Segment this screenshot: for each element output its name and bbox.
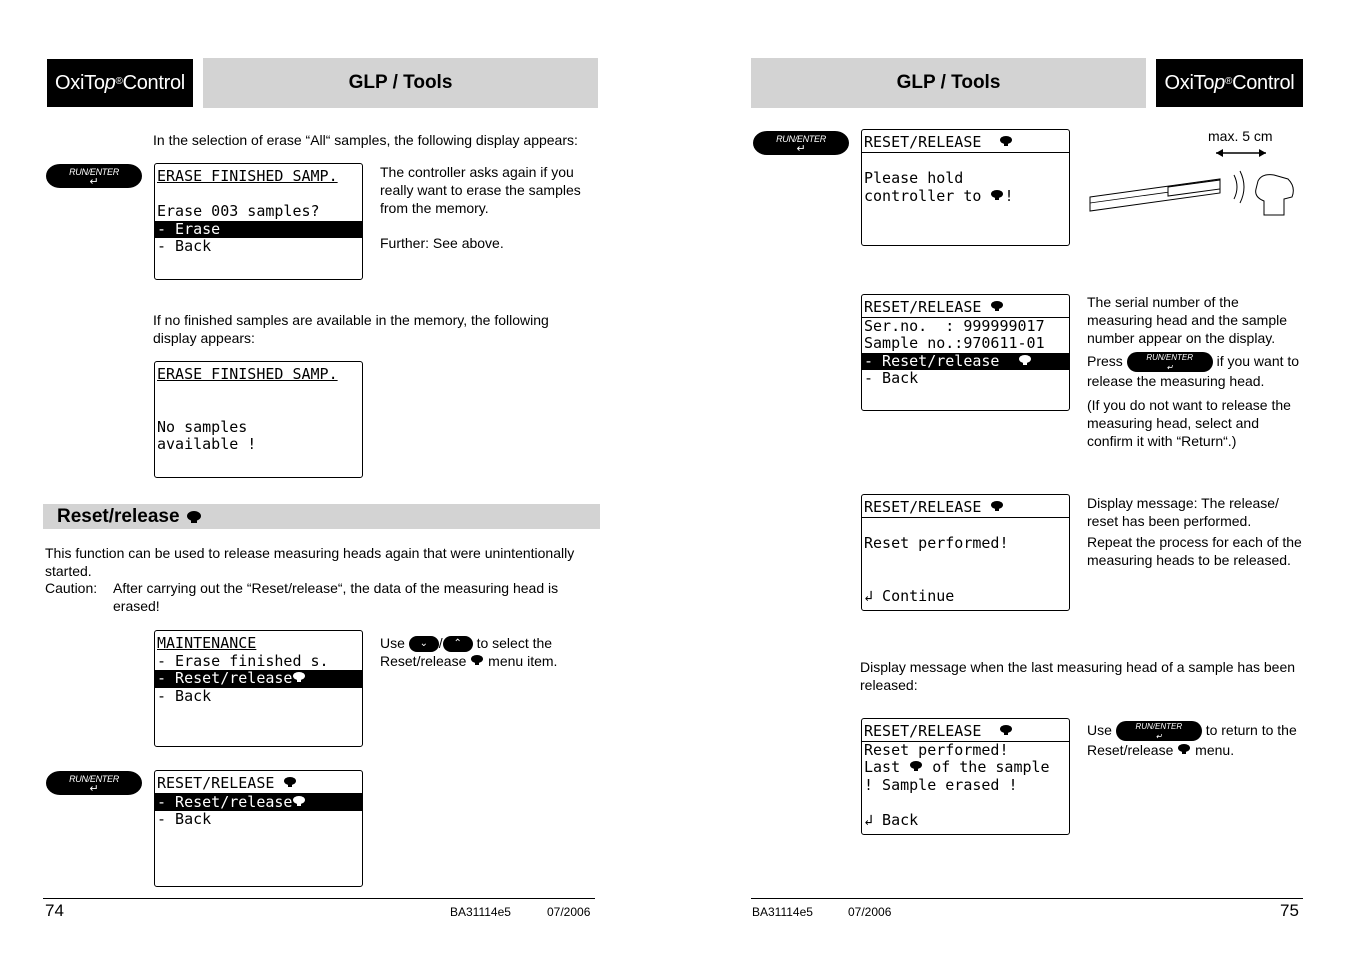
lcd-option-back[interactable]: - Back <box>157 237 212 255</box>
head-icon <box>292 671 306 683</box>
enter-arrow-icon: ↵ <box>89 176 99 188</box>
lcd-option-erase[interactable]: - Erase <box>155 221 362 239</box>
lcd-option-back[interactable]: - Back <box>864 369 919 387</box>
lcd-sample-no: Sample no.:970611-01 <box>864 334 1045 352</box>
run-enter-button[interactable] <box>46 771 142 795</box>
lcd-title-text: RESET/RELEASE <box>157 774 275 792</box>
doc-id: BA31114e5 <box>450 905 511 919</box>
enter-arrow-icon: ↵ <box>796 143 806 155</box>
lcd-title-text: RESET/RELEASE <box>864 722 982 740</box>
lcd-line <box>862 759 1069 777</box>
run-enter-label: RUN/ENTER <box>69 774 119 784</box>
lcd-blank <box>862 794 1069 812</box>
header-title: GLP / Tools <box>896 72 1001 93</box>
press-instruction <box>1087 352 1312 390</box>
controller-illustration <box>1088 145 1298 220</box>
head-icon <box>186 510 202 524</box>
lcd-blank <box>155 384 362 402</box>
lcd-title <box>862 723 1069 742</box>
header-title: GLP / Tools <box>348 72 453 93</box>
no-samples-intro: If no finished samples are available in the memory, the following display appears: <box>153 312 549 346</box>
head-icon <box>1018 354 1032 366</box>
caution-text: After carrying out the “Reset/release“, the data of the measuring head is erased! <box>113 580 559 614</box>
enter-arrow-icon: ↵ <box>89 783 99 795</box>
head-icon <box>470 654 484 666</box>
doc-date: 07/2006 <box>547 905 591 919</box>
doc-date: 07/2006 <box>848 905 892 919</box>
run-enter-label: RUN/ENTER <box>1146 353 1194 363</box>
intro-text: In the selection of erase “All“ samples, the following display appears: <box>153 132 578 148</box>
logo-control: Control <box>1232 71 1295 94</box>
lcd-please-hold <box>861 129 1070 246</box>
press-suffix: if you want to release the measuring head. <box>1087 353 1300 390</box>
logo-rho: p <box>1214 71 1225 94</box>
page-header <box>203 58 598 108</box>
lcd-line: ! Sample erased ! <box>864 775 1018 794</box>
lcd-line <box>862 188 1069 206</box>
lcd-option-continue[interactable]: ↲ Continue <box>864 586 955 605</box>
repeat-text: Repeat the process for each of the measuring heads to be released. <box>1087 534 1302 568</box>
logo-rho: p <box>104 71 116 94</box>
lcd-blank <box>155 186 362 204</box>
lcd-serial-no: Ser.no. : 999999017 <box>864 316 1045 335</box>
run-enter-button[interactable] <box>46 164 142 188</box>
lcd-line: Reset performed! <box>864 740 1009 759</box>
oxitop-logo <box>1156 59 1303 107</box>
lcd-line-text: controller to <box>864 186 982 205</box>
lcd-reset-release-menu <box>154 770 363 887</box>
serial-text: The serial number of the measuring head and the sample number appear on the display. <box>1087 294 1288 346</box>
head-icon <box>990 500 1004 512</box>
lcd-option-back[interactable]: - Back <box>157 810 212 828</box>
page-header <box>751 58 1146 108</box>
return-instruction <box>1087 721 1312 759</box>
desc-further: Further: See above. <box>380 235 504 251</box>
footer-rule <box>751 898 1303 899</box>
logo-text: OxiTo <box>1164 71 1215 94</box>
lcd-title <box>862 134 1069 153</box>
lcd-erase-confirm <box>154 163 363 280</box>
lcd-no-samples <box>154 361 363 478</box>
head-icon <box>990 300 1004 312</box>
run-enter-inline-button[interactable] <box>1116 721 1202 741</box>
run-enter-label: RUN/ENTER <box>69 167 119 177</box>
lcd-title: ERASE FINISHED SAMP. <box>157 167 338 185</box>
run-enter-button[interactable] <box>753 131 849 155</box>
logo-reg: ® <box>1225 75 1233 87</box>
head-icon <box>283 776 297 788</box>
nav-slash: / <box>438 635 443 651</box>
page-number: 74 <box>45 901 64 920</box>
function-text: This function can be used to release measuring heads again that were unintentionally started. <box>45 545 575 579</box>
lcd-option-reset[interactable] <box>155 670 362 688</box>
lcd-title: MAINTENANCE <box>157 634 257 652</box>
lcd-option-label: - Reset/release <box>157 792 293 811</box>
lcd-line: Reset performed! <box>864 534 1009 552</box>
menu-item-name: Reset/release <box>1087 742 1174 759</box>
lcd-blank <box>155 401 362 419</box>
use-word: Use <box>1087 722 1112 738</box>
use-suffix: to return to the <box>1205 722 1297 738</box>
use-suffix: to select the <box>476 635 553 651</box>
page-number: 75 <box>1280 901 1299 920</box>
lcd-line: No samples <box>157 417 248 436</box>
lcd-option-label: - Reset/release <box>157 669 293 687</box>
nav-down-icon[interactable]: ⌄ <box>409 636 439 652</box>
lcd-line-text: Last <box>864 758 901 776</box>
lcd-blank <box>862 518 1069 536</box>
menu-item-suffix: menu item. <box>488 653 558 670</box>
lcd-option-back[interactable]: ↲ Back <box>864 810 919 829</box>
enter-arrow-icon: ↵ <box>1166 363 1174 373</box>
lcd-option-back[interactable]: - Back <box>157 686 212 705</box>
lcd-title-text: RESET/RELEASE <box>864 133 982 151</box>
logo-control: Control <box>122 71 185 94</box>
display-msg-text: Display message: The release/ reset has been performed. <box>1087 495 1279 529</box>
lcd-line: Please hold <box>864 169 964 187</box>
lcd-serial <box>861 294 1070 411</box>
caution-label: Caution: <box>45 580 98 596</box>
lcd-line: Erase 003 samples? <box>157 202 320 220</box>
desc-confirm: The controller asks again if you really want to erase the samples from the memory. <box>380 164 581 216</box>
lcd-option[interactable]: - Erase finished s. <box>157 651 329 670</box>
menu-suffix: menu. <box>1195 742 1235 759</box>
lcd-reset-performed <box>861 494 1070 611</box>
lcd-option-reset[interactable] <box>862 353 1069 371</box>
oxitop-logo <box>47 59 193 107</box>
lcd-title <box>155 775 362 794</box>
head-icon <box>999 724 1013 736</box>
run-enter-inline-button[interactable] <box>1127 352 1213 372</box>
lcd-line: available ! <box>157 435 257 453</box>
logo-reg: ® <box>115 75 123 87</box>
run-enter-label: RUN/ENTER <box>1135 722 1183 732</box>
head-icon <box>990 189 1004 201</box>
lcd-title-text: RESET/RELEASE <box>864 298 982 316</box>
run-enter-label: RUN/ENTER <box>776 134 826 144</box>
head-icon <box>999 135 1013 147</box>
lcd-title <box>862 499 1069 518</box>
section-title: Reset/release <box>57 505 180 527</box>
doc-id: BA31114e5 <box>752 905 813 919</box>
lcd-sample-erased <box>861 718 1070 835</box>
lcd-option-label: - Reset/release <box>864 351 1000 370</box>
use-instruction <box>380 634 595 670</box>
lcd-title <box>862 299 1069 318</box>
lcd-blank <box>862 570 1069 588</box>
enter-arrow-icon: ↵ <box>1155 732 1163 742</box>
head-icon <box>292 795 306 807</box>
if-not-text: (If you do not want to release the measuring head, select and confirm it with “Return“.) <box>1087 397 1291 449</box>
logo-text: OxiTo <box>55 71 105 94</box>
head-icon <box>1177 743 1191 755</box>
lcd-blank <box>862 553 1069 571</box>
head-icon <box>909 760 923 772</box>
lcd-title: ERASE FINISHED SAMP. <box>157 365 338 383</box>
footer-rule <box>43 898 595 899</box>
lcd-blank <box>862 153 1069 171</box>
lcd-maintenance <box>154 630 363 747</box>
section-reset-release <box>43 504 600 529</box>
last-head-text: Display message when the last measuring head of a sample has been released: <box>860 659 1296 693</box>
press-word: Press <box>1087 353 1123 369</box>
lcd-option-reset[interactable] <box>155 794 362 812</box>
use-word: Use <box>380 635 405 651</box>
max-distance-label: max. 5 cm <box>1208 128 1273 144</box>
lcd-line-end: ! <box>1004 186 1014 205</box>
menu-item-name: Reset/release <box>380 653 467 670</box>
nav-up-icon[interactable]: ⌃ <box>443 636 473 652</box>
lcd-line-text: of the sample <box>932 758 1050 776</box>
lcd-title-text: RESET/RELEASE <box>864 498 982 516</box>
